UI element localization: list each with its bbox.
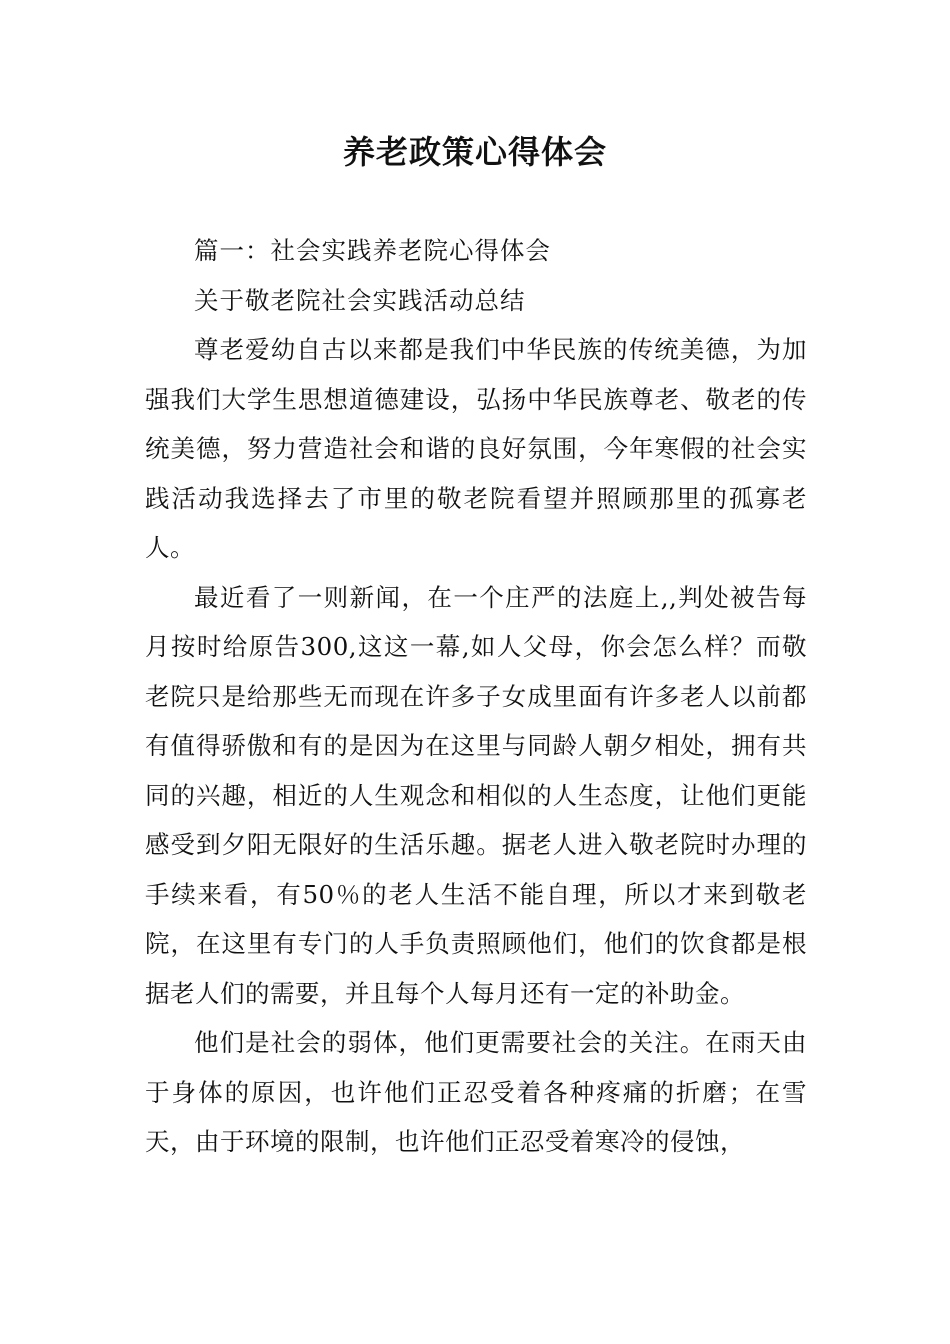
body-paragraph-2: 最近看了一则新闻，在一个庄严的法庭上,,判处被告每月按时给原告300,这这一幕,如人父母，你会怎么样？而敬老院只是给那些无而现在许多子女成里面有许多老人以前都有值得骄傲和有的是因为在这里与同龄人朝夕相处，拥有共同的兴趣，相近的人生观念和相似的人生态度，让他们更能感受到夕阳无限好的生活乐趣。据老人进入敬老院时办理的手续来看，有50％的老人生活不能自理，所以才来到敬老院，在这里有专门的人手负责照顾他们，他们的饮食都是根据老人们的需要，并且每个人每月还有一定的补助金。: [145, 582, 807, 1008]
section-heading: 篇一：社会实践养老院心得体会: [194, 236, 551, 265]
document-title: 养老政策心得体会: [342, 133, 607, 171]
subsection-heading: 关于敬老院社会实践活动总结: [194, 285, 526, 315]
document-body: [145, 226, 807, 1167]
body-paragraph-3: 他们是社会的弱体，他们更需要社会的关注。在雨天由于身体的原因，也许他们正忍受着各种疼痛的折磨；在雪天，由于环境的限制，也许他们正忍受着寒冷的侵蚀，: [145, 1028, 807, 1156]
body-paragraph-1: 尊老爱幼自古以来都是我们中华民族的传统美德，为加强我们大学生思想道德建设，弘扬中华民族尊老、敬老的传统美德，努力营造社会和谐的良好氛围，今年寒假的社会实践活动我选择去了市里的敬老院看望并照顾那里的孤寡老人。: [145, 335, 807, 562]
